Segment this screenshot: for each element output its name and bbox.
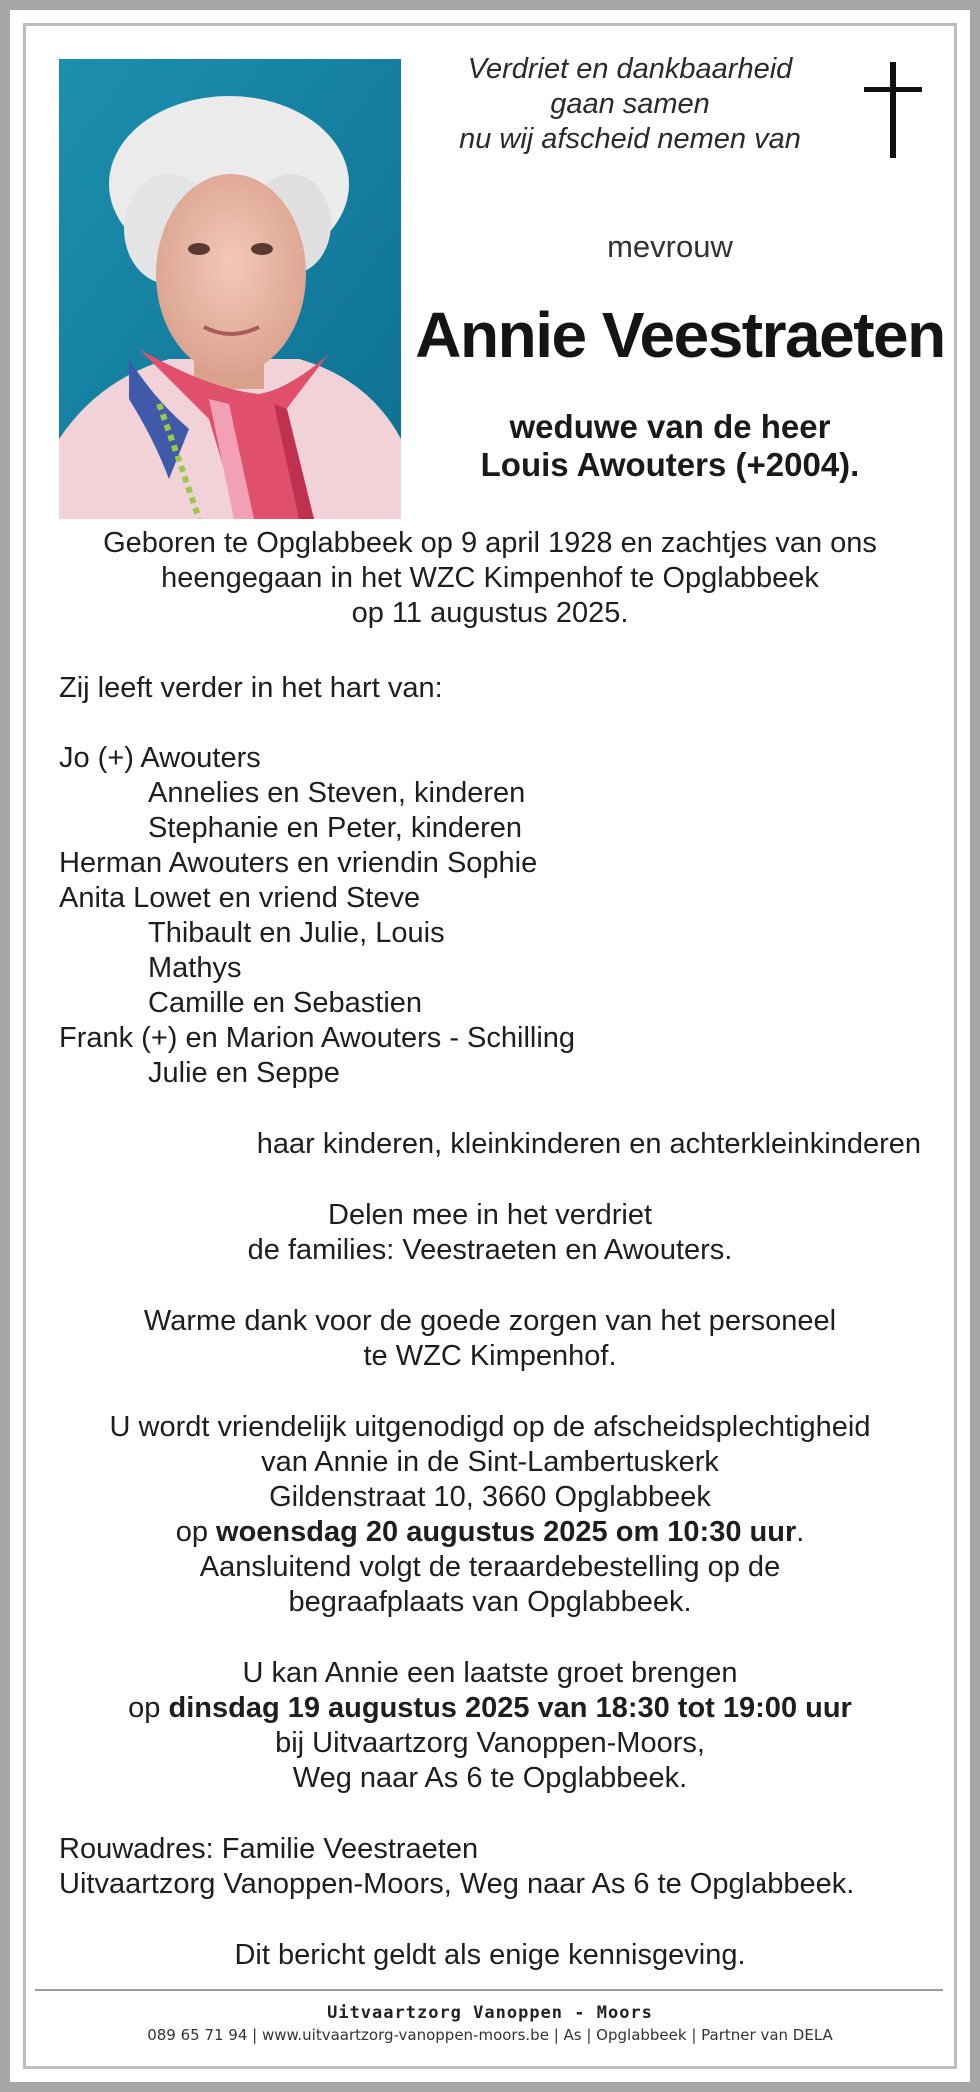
funeral-home-contact: 089 65 71 94 | www.uitvaartzorg-vanoppen-moors.be | As | Opglabbeek | Partner van DELA <box>147 2026 833 2044</box>
share-line: Delen mee in het verdriet <box>328 1199 652 1231</box>
intro-line: gaan samen <box>550 88 710 120</box>
ceremony-date-prefix: op <box>175 1516 217 1548</box>
visitation-date-prefix: op <box>128 1692 169 1724</box>
ceremony-date: woensdag 20 augustus 2025 om 10:30 uur <box>216 1516 797 1548</box>
family-member: Thibault en Julie, Louis <box>148 917 445 949</box>
footer-divider <box>35 1989 943 1991</box>
family-closing: haar kinderen, kleinkinderen en achterkleinkinderen <box>256 1128 921 1160</box>
intro-line: nu wij afscheid nemen van <box>459 123 801 155</box>
family-member: Julie en Seppe <box>148 1057 340 1089</box>
address-line: Rouwadres: Familie Veestraeten <box>59 1833 479 1865</box>
family-member: Annelies en Steven, kinderen <box>148 777 526 809</box>
ceremony-line: Aansluitend volgt de teraardebestelling op de <box>199 1551 781 1583</box>
visitation-line: bij Uitvaartzorg Vanoppen-Moors, <box>275 1727 705 1759</box>
intro-text <box>420 52 840 157</box>
widow-line: weduwe van de heer <box>509 408 831 445</box>
thanks-line: Warme dank voor de goede zorgen van het personeel <box>143 1305 837 1337</box>
ceremony-info <box>0 1410 980 1620</box>
widow-of <box>420 408 920 484</box>
visitation-date: dinsdag 19 augustus 2025 van 18:30 tot 19:00 uur <box>168 1692 852 1724</box>
ceremony-line: begraafplaats van Opglabbeek. <box>288 1586 692 1618</box>
portrait-photo <box>59 59 401 519</box>
visitation-line: Weg naar As 6 te Opglabbeek. <box>292 1762 688 1794</box>
widow-line: Louis Awouters (+2004). <box>480 446 860 483</box>
title-prefix: mevrouw <box>607 229 733 264</box>
share-line: de families: Veestraeten en Awouters. <box>247 1234 733 1266</box>
visitation-date-line <box>0 1691 980 1726</box>
visitation-line: U kan Annie een laatste groet brengen <box>242 1657 738 1689</box>
notice: Dit bericht geldt als enige kennisgeving. <box>234 1939 746 1971</box>
latin-cross-icon <box>864 62 922 163</box>
birth-line: Geboren te Opglabbeek op 9 april 1928 en zachtjes van ons <box>103 527 877 559</box>
share-grief <box>0 1198 980 1268</box>
family-member: Frank (+) en Marion Awouters - Schilling <box>59 1022 576 1054</box>
ceremony-date-suffix: . <box>796 1516 805 1548</box>
family-list <box>0 741 980 1091</box>
visitation-info <box>0 1656 980 1796</box>
address-line: Uitvaartzorg Vanoppen-Moors, Weg naar As 6 te Opglabbeek. <box>59 1868 855 1900</box>
birth-death-info <box>0 526 980 631</box>
mourning-address <box>0 1832 980 1902</box>
thanks <box>0 1304 980 1374</box>
family-member: Stephanie en Peter, kinderen <box>148 812 523 844</box>
ceremony-line: U wordt vriendelijk uitgenodigd op de afscheidsplechtigheid <box>109 1411 871 1443</box>
thanks-line: te WZC Kimpenhof. <box>363 1340 617 1372</box>
birth-line: op 11 augustus 2025. <box>351 597 629 629</box>
family-member: Herman Awouters en vriendin Sophie <box>59 847 538 879</box>
family-member: Anita Lowet en vriend Steve <box>59 882 421 914</box>
deceased-name: Annie Veestraeten <box>415 299 945 371</box>
ceremony-date-line <box>0 1515 980 1550</box>
ceremony-line: van Annie in de Sint-Lambertuskerk <box>261 1446 719 1478</box>
birth-line: heengegaan in het WZC Kimpenhof te Opglabbeek <box>161 562 819 594</box>
lives-on-heading: Zij leeft verder in het hart van: <box>59 672 443 704</box>
funeral-home-name: Uitvaartzorg Vanoppen - Moors <box>327 2003 653 2023</box>
intro-line: Verdriet en dankbaarheid <box>467 53 793 85</box>
family-member: Mathys <box>148 952 242 984</box>
family-member: Camille en Sebastien <box>148 987 423 1019</box>
ceremony-line: Gildenstraat 10, 3660 Opglabbeek <box>269 1481 711 1513</box>
family-member: Jo (+) Awouters <box>59 742 261 774</box>
